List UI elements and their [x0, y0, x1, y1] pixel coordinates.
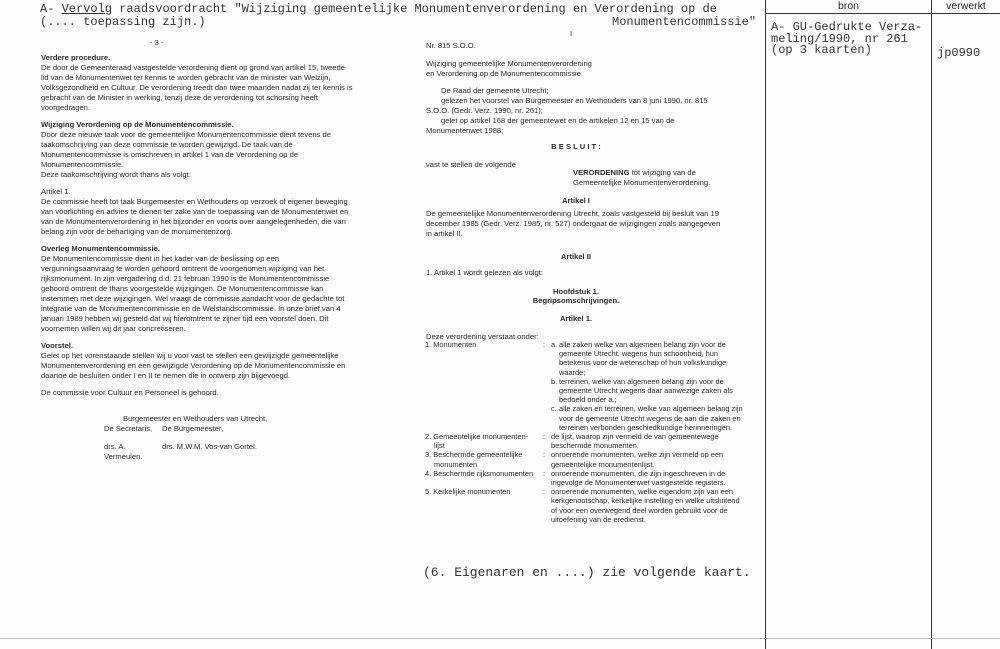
def-term: Gemeentelijke monumenten-: [433, 432, 529, 442]
def-colon: :: [543, 468, 546, 478]
card-bottom-rule: [0, 638, 1000, 639]
title-raised: Monumentencommissie": [612, 15, 757, 29]
section-text: De commissie heeft tot taak Burgemeester en Wethouders op verzoek of eigener beweging van voorlichting en advies te dienen ter zake van de toepassing van de Monumentenwet en van de Monumentenverordening in het bijzonder en voorts over aangelegenheden, die van belang zijn voor de behartiging van de monumentenzorg.: [41, 197, 349, 236]
item-letter: a.: [551, 340, 558, 349]
verordening-rest: tot wijziging van de: [629, 168, 696, 177]
bron-text: [771, 22, 922, 57]
signature-block: [41, 414, 353, 462]
panel-divider-left: [765, 0, 766, 649]
artikel-I-text: De gemeentelijke Monumentenverordening Utrecht, zoals vastgesteld bij besluit van 19 december 1985 (Gedr. Verz. 1985, nr. 527) ondergaat de wijzigingen zoals aangegeven in artikel II.: [426, 209, 721, 238]
section-text: De door de Gemeenteraad vastgestelde verordening dient op grond van artikel 15, tweede lid van de Monumentenwet ter kennis te worden gebracht van de minister van Welzijn, Volksgezondheid en Cultuur. De verordening treedt dan twee maanden nadat zij ter kennis is gebracht van de Minister in werking, tenzij deze de verordening tot schorsing heeft voorgedragen.: [41, 63, 353, 112]
item-text: alle zaken en terreinen, welke van algemeen belang zijn voor de gemeente Utrecht wegens de aan die zaken en terreinen verbonden geschiedkundige herinneringen.: [559, 404, 743, 432]
closing-text: De commissie voor Cultuur en Personeel is gehoord.: [41, 388, 219, 397]
definition-row: [425, 432, 743, 450]
section-heading: Voorstel.: [41, 341, 73, 350]
definitions-list: [425, 340, 743, 524]
left-page-body: [41, 53, 353, 462]
def-num: 5.: [425, 487, 432, 497]
def-term: Monumenten: [433, 340, 477, 349]
definition-row: [425, 340, 743, 432]
verwerkt-text: jp0990: [937, 46, 981, 60]
title-vervolg: Vervolg: [61, 2, 113, 16]
def-colon: :: [543, 487, 546, 497]
bron-line: (op 3 kaarten): [771, 43, 872, 57]
section-heading: Verdere procedure.: [41, 53, 111, 62]
section-heading: Overleg Monumentencommissie.: [41, 244, 161, 253]
raad-line: De Raad der gemeente Utrecht;: [441, 86, 549, 95]
panel-header-rule: [765, 13, 1000, 14]
verordening-bold: VERORDENING: [573, 168, 630, 177]
artikel-1-heading: Artikel 1.: [559, 314, 593, 323]
bron-header: bron: [837, 0, 859, 12]
verordening-title: [573, 168, 710, 188]
def-term: monumenten: [434, 459, 478, 469]
secretary-name: drs. A. Vermeulen.: [104, 442, 143, 461]
artikel-II-heading: Artikel II: [561, 252, 591, 261]
secretary-title: De Secretaris,: [104, 424, 153, 433]
def-term: Beschermde gemeentelijke: [433, 450, 523, 460]
verwerkt-header: verwerkt: [946, 0, 986, 12]
section-heading: Wijziging Verordening op de Monumentencommissie.: [41, 120, 234, 129]
item-text: alle zaken welke van algemeen belang zijn voor de gemeente Utrecht, wegens hun schoonheid, hun betekenis voor de wetenschap of hun volkskundige waarde;: [559, 340, 727, 377]
def-term: lijst: [434, 441, 445, 451]
preamble: [426, 86, 726, 136]
bron-line: meling/1990, nr 261: [771, 31, 908, 46]
artikel-II-text: 1. Artikel 1 wordt gelezen als volgt:: [426, 268, 543, 277]
def-text: de lijst, waarop zijn vermeld de van gemeentewege beschermde monumenten.: [551, 432, 719, 451]
begrippen-heading: Begripsomschrijvingen.: [532, 296, 620, 305]
def-text: onroerende monumenten, die zijn ingeschreven in de ingevolge de Monumentenwet vastgestelde registers.: [551, 468, 726, 488]
artikel-I-heading: Artikel I: [562, 196, 590, 205]
def-term: Kerkelijke monumenten: [433, 487, 511, 497]
section-text: Gelet op het vorenstaande stellen wij u voor vast te stellen een gewijzigde gemeentelijke Monumentenverordening en een gewijzigde Verordening op de Monumentencommissie en daartoe de besluiten onder I en II te nemen die in ontwerp zijn bijgevoegd.: [41, 351, 346, 380]
mayor-title: De Burgemeester,: [162, 424, 224, 433]
def-num: 3.: [425, 450, 432, 460]
subject-line: en Verordening op de Monumentencommissie.: [426, 69, 584, 78]
besluit-heading: B E S L U I T :: [551, 142, 601, 151]
item-text: terreinen, welke van algemeen belang zijn voor de gemeente Utrecht wegens daar aanwezige zaken als bedoeld onder a.;: [559, 376, 733, 405]
right-page-number: I: [570, 29, 573, 38]
section-heading: Artikel 1.: [41, 187, 71, 196]
def-colon: :: [543, 340, 546, 349]
card-title-line1: [40, 3, 717, 15]
hoofdstuk-heading: Hoofdstuk 1.: [553, 287, 599, 296]
definition-row: [425, 469, 743, 487]
def-text: onroerende monumenten, welke zijn vermeld op een gemeentelijke monumentenlijst.: [551, 450, 724, 469]
def-num: 1.: [425, 340, 432, 349]
left-page-number: - 3 -: [150, 38, 164, 47]
signature-body: Burgemeester en Wethouders van Utrecht,: [123, 414, 268, 423]
mayor-name: drs. M.W.M. Vos-van Gortel.: [162, 442, 257, 451]
bron-line: A- GU-Gedrukte Verza-: [771, 20, 923, 34]
footer-note: (6. Eigenaren en ....) zie volgende kaart.: [423, 565, 751, 580]
vast-line: vast te stellen de volgende: [426, 160, 516, 169]
definition-row: [425, 450, 743, 468]
section-text: Deze taakomschrijving wordt thans als volgt:: [41, 170, 191, 179]
section-text: De Monumentencommissie dient in het kader van de beslissing op een vergunningsaanvraag te worden gehoord omtrent de voorgenomen wijziging van het rijksmonument. In zijn vergadering d.d. 21 februari 1990 is de Monumentencommissie gehoord omtrent de thans voorgestelde wijzigingen. De Monumentencommissie kan instemmen met deze wijzigingen. Wel vraagt de commissie aandacht voor de gedachte tot integratie van de Monumentencommissie en de Welstandscommissie. In onze brief van 4 januari 1989 hebben wij gesteld dat wij hieromtrent te zijner tijd een voorstel doen. Dit voornemen willen wij dit jaar concretiseren.: [41, 254, 345, 333]
title-prefix: A-: [40, 2, 62, 16]
document-number: Nr. 815 S.O.O.: [426, 41, 476, 50]
gelezen-line: gelezen het voorstel van Burgemeester en Wethouders van 8 juni 1990, nr. 815 S.O.O. (Gedr. Verz. 1990, nr. 261);: [426, 96, 708, 115]
card-title-line2: (.... toepassing zijn.): [40, 15, 206, 29]
item-letter: c.: [551, 404, 557, 414]
panel-divider-right: [931, 0, 932, 649]
def-colon: :: [543, 432, 546, 442]
def-term: Beschermde rijksmonumenten: [433, 468, 534, 478]
document-subject: [426, 59, 592, 79]
def-num: 4.: [425, 468, 432, 478]
definition-row: [425, 487, 743, 524]
def-colon: :: [543, 450, 546, 460]
def-num: 2.: [425, 432, 432, 442]
title-text: raadsvoordracht "Wijziging gemeentelijke Monumentenverordening en Verordening op de: [112, 2, 717, 16]
gelet-line: gelet op artikel 168 der gemeentewet en de artikelen 12 en 15 van de Monumentenwet 1988;: [426, 116, 675, 135]
section-text: Door deze nieuwe taak voor de gemeentelijke Monumentencommissie dient tevens de taakomschrijving van deze commissie te worden gewijzigd. De taak van de Monumentencommissie is omschreven in artikel 1 van de Verordening op de Monumentencommissie.: [41, 130, 331, 169]
def-text: onroerende monumenten, welke eigendom zijn van een kerkgenootschap, kerkelijke instelling en welke uitsluitend of voor een overwegend deel worden gebruikt voor de uitoefening van de eredienst.: [551, 487, 740, 524]
item-letter: b.: [551, 376, 558, 386]
subject-line: Wijziging gemeentelijke Monumentenverordening: [426, 59, 592, 68]
definitions-intro: Deze verordening verstaat onder:: [426, 332, 539, 341]
verordening-line2: Gemeentelijke Monumentenverordening.: [573, 178, 711, 187]
